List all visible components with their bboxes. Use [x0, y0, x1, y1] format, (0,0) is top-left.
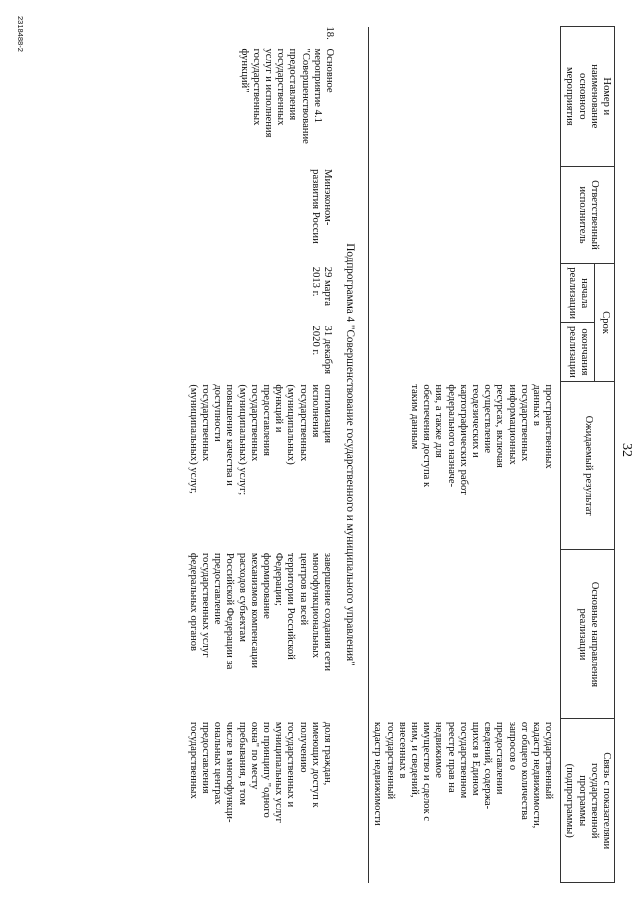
subprogram-title: Подпрограмма 4 "Совершенствование государственного и муниципального управления" — [344, 243, 357, 666]
header-indicator: Связь с показателями государственной программы (подпрограммы) — [561, 719, 615, 883]
continuation-row — [369, 27, 561, 883]
header-term: Срок — [595, 264, 615, 382]
directions: завершение создания сети многофункциональных центров на всей территории Российской Федерации; формирование механизмов компенсации расходов субъектам Российской Федерации за предоставление государственных услуг федеральных органов — [187, 552, 333, 672]
header-end: окончания реализации — [561, 323, 595, 382]
continuation-result: пространственных данных в государственных информационных ресурсах, включая осуществление геодезических и картографических работ федерального назначе- ния, а также для обеспечения доступа к таким данным — [408, 384, 555, 495]
header-start: начала реализации — [561, 264, 595, 323]
row-number: 18. — [323, 26, 335, 40]
end-date: 31 декабря 2020 г. — [309, 325, 333, 375]
document-code: 2318488-2 — [16, 16, 25, 52]
measures-table — [185, 26, 616, 883]
executor: Минэконом- развития России — [309, 169, 333, 244]
table-row — [185, 27, 335, 883]
header-executor: Ответственный исполнитель — [561, 166, 615, 264]
indicator-link: доля граждан, имеющих доступ к получению государственных и муниципальных услуг по принципу "одного окна" по месту пребывания, в том числе в многофункци- ональных центрах предоставления государственных — [187, 721, 333, 823]
continuation-indicator: государственный кадастр недвижимости, от общего количества запросов о предоставлении сведений, содержа- щихся в Едином государственном реестре прав на недвижимое имущество и сделок с ним, и сведений, внесенных в государственный кадастр недвижимости — [372, 721, 555, 829]
subprogram-row — [335, 27, 369, 883]
header-directions: Основные направления реализации — [561, 550, 615, 719]
header-result: Ожидаемый результат — [561, 381, 615, 550]
header-measure: Номер и наименование основного мероприятия — [561, 27, 615, 167]
expected-result: оптимизация исполнения государственных (муниципальных) функций и предоставления государственных (муниципальных) услуг; повышение качества и доступности государственных (муниципальных) услуг, — [187, 384, 333, 496]
page-number: 32 — [619, 443, 634, 457]
start-date: 29 марта 2013 г. — [309, 266, 333, 306]
measure-name: Основное мероприятие 4.1 "Совершенствование предоставления государственных услуг и исполнения государственных функций" — [238, 48, 335, 144]
